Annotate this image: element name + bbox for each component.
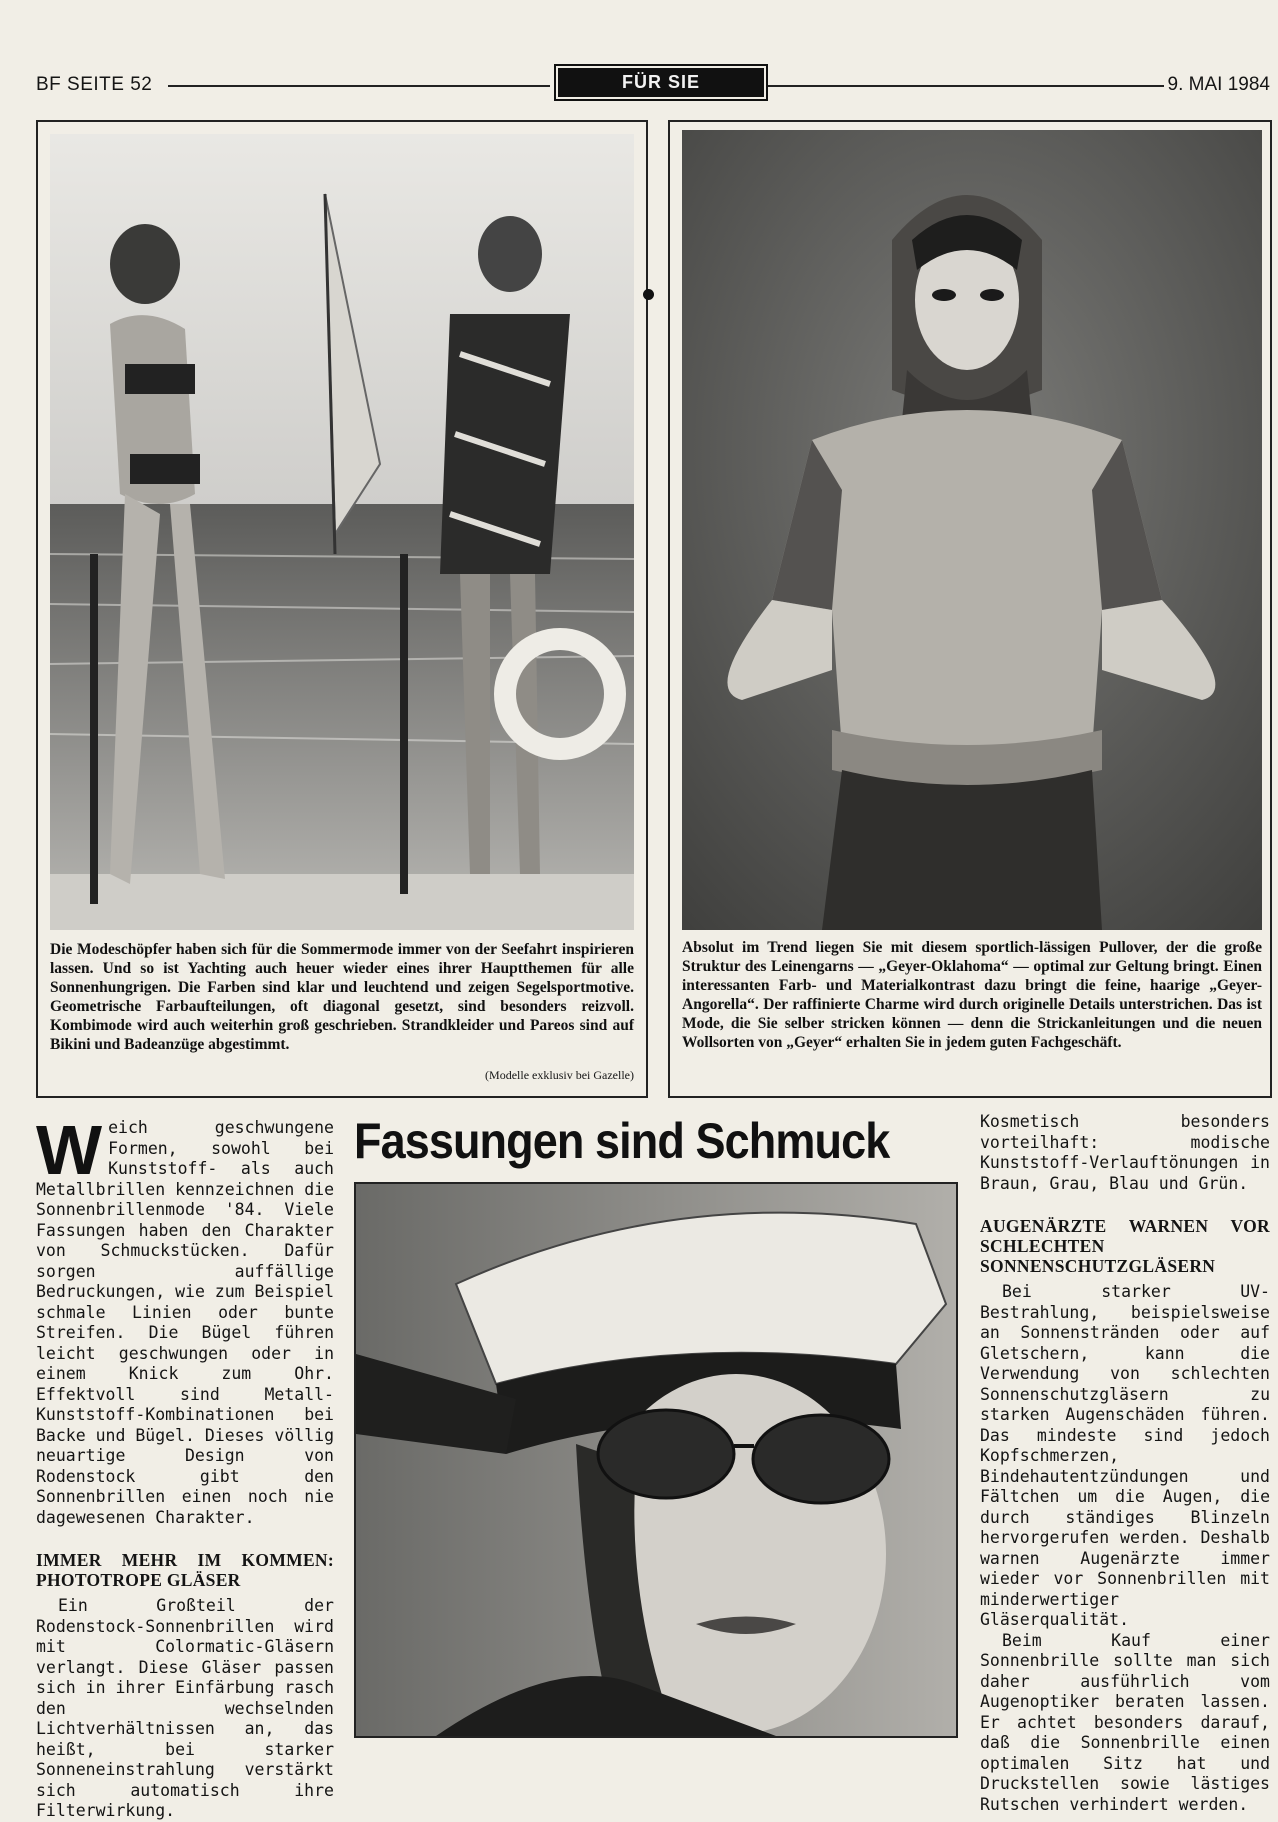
page-number: BF SEITE 52 (36, 74, 153, 95)
photo-2-caption: Absolut im Trend liegen Sie mit diesem sportlich-lässigen Pullover, der die große Struktur des Leinengarns — „Geyer-Oklahoma“ — optimal zur Geltung bringt. Einen interessanten Farb- und Materialkontrast dazu bringt die feine, haarige „Geyer-Angorella“. Der raffinierte Charme wird durch originelle Details unterstrichen. Das ist Mode, die Sie selber stricken können — denn die Strickanleitungen und die neuen Wollsorten von „Geyer“ erhalten Sie in jedem guten Fachgeschäft. (682, 939, 1262, 1051)
sunglasses-photo (354, 1182, 958, 1738)
issue-date: 9. MAI 1984 (1167, 74, 1270, 95)
article-para-3: Kosmetisch besonders vorteilhaft: modische Kunststoff-Verlauftönungen in Braun, Grau, Blau und Grün. (980, 1112, 1270, 1193)
photo-1-credit: (Modelle exklusiv bei Gazelle) (485, 1068, 634, 1082)
article-column-3 (980, 1112, 1270, 1815)
article-column-1 (36, 1111, 335, 1822)
article-para-4: Bei starker UV-Bestrahlung, beispielsweise an Sonnenstränden oder auf Gletschern, kann die Verwendung von schlechten Sonnenschutzgläsern zu starken Augenschäden führen. Das mindeste sind jedoch Kopfschmerzen, Bindehautentzündungen und Fältchen um die Augen, die durch ständiges Blinzeln hervorgerufen werden. Deshalb warnen Augenärzte immer wieder vor Sonnenbrillen mit minderwertiger Gläserqualität. (980, 1282, 1270, 1629)
article-lead: eich geschwungene Formen, sowohl bei Kunststoff- als auch Metallbrillen kennzeichnen die Sonnenbrillenmode '84. Viele Fassungen haben den Charakter von Schmuckstücken. Dafür sorgen auffällige Bedruckungen, wie zum Beispiel schmale Linien oder bunte Streifen. Die Bügel führen leicht geschwungen oder in einem Knick zum Ohr. Effektvoll sind Metall-Kunststoff-Kombinationen bei Backe und Bügel. Dieses völlig neuartige Design von Rodenstock gibt den Sonnenbrillen einen noch nie dagewesenen Charakter. (36, 1118, 335, 1527)
photo-1-caption: Die Modeschöpfer haben sich für die Sommermode immer von der Seefahrt inspirieren lassen. Und so ist Yachting auch heuer wieder eines ihrer Hauptthemen für alle Sonnenhungrigen. Die Farben sind klar und leuchtend und zeigen Segelsportmotive. Geometrische Farbaufteilungen, oft diagonal gesetzt, sind besonders reizvoll. Kombimode wird auch weiterhin groß geschrieben. Strandkleider und Pareos sind auf Bikini und Badeanzüge abgestimmt. (50, 941, 634, 1053)
knitwear-photo (682, 130, 1262, 930)
knitwear-photo-image (682, 130, 1262, 930)
drop-cap: W (36, 1111, 103, 1189)
article-headline: Fassungen sind Schmuck (354, 1113, 890, 1169)
beach-photo-image (50, 134, 634, 930)
photo-box-2 (668, 120, 1272, 1098)
beach-photo (50, 134, 634, 930)
article-para-5: Beim Kauf einer Sonnenbrille sollte man sich daher ausführlich vom Augenoptiker beraten lassen. Er achtet besonders darauf, daß die Sonnenbrille einen optimalen Sitz hat und Druckstellen sowie lästiges Rutschen verhindert werden. (980, 1630, 1270, 1814)
subhead-augenaerzte: AUGENÄRZTE WARNEN VOR SCHLECHTEN SONNENSCHUTZGLÄSERN (980, 1216, 1270, 1276)
header-rule-right (768, 85, 1164, 87)
photo-box-1 (36, 120, 648, 1098)
separator-dot (643, 289, 654, 300)
subhead-phototrope: IMMER MEHR IM KOMMEN: PHOTOTROPE GLÄSER (36, 1550, 334, 1590)
article-para-2: Ein Großteil der Rodenstock-Sonnenbrillen wird mit Colormatic-Gläsern verlangt. Diese Gläser passen sich in ihrer Einfärbung rasch den wechselnden Lichtverhältnissen an, das heißt, bei starker Sonneneinstrahlung verstärkt sich automatisch ihre Filterwirkung. (36, 1596, 335, 1820)
sunglasses-photo-image (356, 1184, 956, 1736)
section-label: FÜR SIE (554, 64, 768, 101)
header-rule-left (168, 85, 550, 87)
